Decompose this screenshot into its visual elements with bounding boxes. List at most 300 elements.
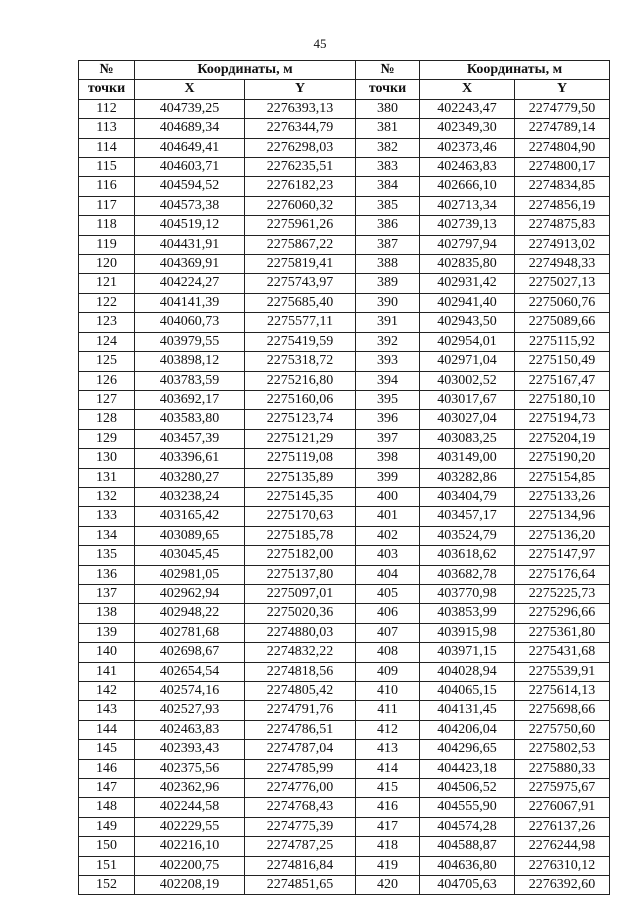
x-coordinate-left: 402244,58 — [135, 798, 245, 817]
x-coordinate-right: 403770,98 — [420, 584, 515, 603]
x-coordinate-left: 404573,38 — [135, 196, 245, 215]
table-row — [79, 507, 610, 526]
point-number-left: 113 — [79, 119, 135, 138]
y-coordinate-right: 2275180,10 — [515, 390, 610, 409]
y-coordinate-right: 2275060,76 — [515, 293, 610, 312]
y-coordinate-right: 2274804,90 — [515, 138, 610, 157]
point-number-right: 389 — [356, 274, 420, 293]
x-coordinate-right: 403027,04 — [420, 410, 515, 429]
table-row — [79, 817, 610, 836]
x-coordinate-right: 403457,17 — [420, 507, 515, 526]
x-coordinate-right: 404065,15 — [420, 682, 515, 701]
y-coordinate-right: 2275975,67 — [515, 779, 610, 798]
x-coordinate-right: 402666,10 — [420, 177, 515, 196]
y-coordinate-left: 2274768,43 — [245, 798, 356, 817]
table-row — [79, 623, 610, 642]
point-number-right: 391 — [356, 313, 420, 332]
point-number-left: 121 — [79, 274, 135, 293]
point-number-right: 399 — [356, 468, 420, 487]
x-coordinate-right: 403682,78 — [420, 565, 515, 584]
table-row — [79, 487, 610, 506]
table-row — [79, 837, 610, 856]
point-number-left: 143 — [79, 701, 135, 720]
x-coordinate-right: 403017,67 — [420, 390, 515, 409]
x-coordinate-left: 402527,93 — [135, 701, 245, 720]
y-coordinate-left: 2275160,06 — [245, 390, 356, 409]
point-number-left: 131 — [79, 468, 135, 487]
point-number-left: 124 — [79, 332, 135, 351]
y-coordinate-left: 2275216,80 — [245, 371, 356, 390]
x-coordinate-left: 402781,68 — [135, 623, 245, 642]
x-coordinate-left: 404141,39 — [135, 293, 245, 312]
table-row — [79, 584, 610, 603]
point-number-right: 403 — [356, 546, 420, 565]
x-coordinate-right: 402943,50 — [420, 313, 515, 332]
x-coordinate-right: 403618,62 — [420, 546, 515, 565]
table-row — [79, 643, 610, 662]
x-coordinate-left: 403457,39 — [135, 429, 245, 448]
table-row — [79, 604, 610, 623]
x-coordinate-right: 402971,04 — [420, 352, 515, 371]
y-coordinate-left: 2275743,97 — [245, 274, 356, 293]
x-coordinate-right: 402797,94 — [420, 235, 515, 254]
y-header-right: Y — [515, 80, 610, 99]
x-header-left: X — [135, 80, 245, 99]
table-row — [79, 701, 610, 720]
point-number-left: 140 — [79, 643, 135, 662]
y-coordinate-left: 2276060,32 — [245, 196, 356, 215]
y-coordinate-left: 2274816,84 — [245, 856, 356, 875]
y-coordinate-right: 2275539,91 — [515, 662, 610, 681]
y-coordinate-left: 2274805,42 — [245, 682, 356, 701]
y-coordinate-left: 2276298,03 — [245, 138, 356, 157]
point-number-right: 381 — [356, 119, 420, 138]
y-coordinate-right: 2275431,68 — [515, 643, 610, 662]
point-number-right: 392 — [356, 332, 420, 351]
point-number-right: 390 — [356, 293, 420, 312]
table-row — [79, 196, 610, 215]
point-number-left: 128 — [79, 410, 135, 429]
x-coordinate-left: 402962,94 — [135, 584, 245, 603]
y-coordinate-right: 2275115,92 — [515, 332, 610, 351]
table-row — [79, 138, 610, 157]
y-coordinate-left: 2275020,36 — [245, 604, 356, 623]
point-number-left: 152 — [79, 876, 135, 895]
x-coordinate-left: 402654,54 — [135, 662, 245, 681]
point-number-left: 145 — [79, 740, 135, 759]
x-coordinate-left: 402200,75 — [135, 856, 245, 875]
point-number-left: 114 — [79, 138, 135, 157]
point-number-left: 135 — [79, 546, 135, 565]
point-number-right: 395 — [356, 390, 420, 409]
page-number: 45 — [313, 36, 327, 51]
table-row — [79, 449, 610, 468]
x-coordinate-right: 402713,34 — [420, 196, 515, 215]
y-coordinate-right: 2274875,83 — [515, 216, 610, 235]
y-coordinate-right: 2275147,97 — [515, 546, 610, 565]
y-coordinate-left: 2274818,56 — [245, 662, 356, 681]
x-coordinate-left: 403783,59 — [135, 371, 245, 390]
x-coordinate-right: 404705,63 — [420, 876, 515, 895]
y-coordinate-right: 2274789,14 — [515, 119, 610, 138]
y-coordinate-left: 2275867,22 — [245, 235, 356, 254]
point-number-right: 383 — [356, 158, 420, 177]
x-coordinate-right: 402349,30 — [420, 119, 515, 138]
x-coordinate-right: 402941,40 — [420, 293, 515, 312]
coordinates-header-left: Координаты, м — [135, 61, 356, 80]
point-number-left: 132 — [79, 487, 135, 506]
point-number-left: 134 — [79, 526, 135, 545]
point-number-left: 130 — [79, 449, 135, 468]
x-coordinate-right: 404555,90 — [420, 798, 515, 817]
y-coordinate-left: 2275145,35 — [245, 487, 356, 506]
y-coordinate-right: 2274779,50 — [515, 99, 610, 118]
point-number-left: 120 — [79, 255, 135, 274]
y-coordinate-left: 2275170,63 — [245, 507, 356, 526]
y-coordinate-left: 2276235,51 — [245, 158, 356, 177]
point-number-left: 144 — [79, 720, 135, 739]
x-coordinate-left: 402393,43 — [135, 740, 245, 759]
y-coordinate-right: 2275698,66 — [515, 701, 610, 720]
x-coordinate-left: 404369,91 — [135, 255, 245, 274]
point-number-left: 122 — [79, 293, 135, 312]
x-coordinate-right: 403915,98 — [420, 623, 515, 642]
y-coordinate-right: 2275089,66 — [515, 313, 610, 332]
x-coordinate-left: 402362,96 — [135, 779, 245, 798]
point-number-right: 386 — [356, 216, 420, 235]
y-coordinate-right: 2275614,13 — [515, 682, 610, 701]
y-coordinate-right: 2276137,26 — [515, 817, 610, 836]
x-coordinate-left: 403045,45 — [135, 546, 245, 565]
x-coordinate-left: 404603,71 — [135, 158, 245, 177]
y-coordinate-left: 2274880,03 — [245, 623, 356, 642]
x-coordinate-left: 403238,24 — [135, 487, 245, 506]
x-coordinate-left: 403583,80 — [135, 410, 245, 429]
y-coordinate-left: 2274791,76 — [245, 701, 356, 720]
x-coordinate-left: 404431,91 — [135, 235, 245, 254]
table-row — [79, 876, 610, 895]
y-coordinate-right: 2275204,19 — [515, 429, 610, 448]
x-header-right: X — [420, 80, 515, 99]
point-number-right: 407 — [356, 623, 420, 642]
table-row — [79, 177, 610, 196]
point-number-right: 408 — [356, 643, 420, 662]
y-coordinate-left: 2275182,00 — [245, 546, 356, 565]
table-row — [79, 740, 610, 759]
x-coordinate-left: 402574,16 — [135, 682, 245, 701]
y-coordinate-left: 2274851,65 — [245, 876, 356, 895]
y-coordinate-left: 2274776,00 — [245, 779, 356, 798]
y-coordinate-left: 2275123,74 — [245, 410, 356, 429]
point-number-right: 384 — [356, 177, 420, 196]
y-coordinate-left: 2274787,25 — [245, 837, 356, 856]
point-number-right: 413 — [356, 740, 420, 759]
x-coordinate-right: 402931,42 — [420, 274, 515, 293]
y-coordinate-right: 2275361,80 — [515, 623, 610, 642]
table-row — [79, 429, 610, 448]
point-number-right: 387 — [356, 235, 420, 254]
point-number-right: 409 — [356, 662, 420, 681]
x-coordinate-right: 402954,01 — [420, 332, 515, 351]
point-number-left: 119 — [79, 235, 135, 254]
table-row — [79, 352, 610, 371]
point-number-right: 388 — [356, 255, 420, 274]
point-number-left: 142 — [79, 682, 135, 701]
y-coordinate-left: 2274775,39 — [245, 817, 356, 836]
point-number-right: 394 — [356, 371, 420, 390]
coordinates-header-right: Координаты, м — [420, 61, 610, 80]
y-coordinate-right: 2275027,13 — [515, 274, 610, 293]
x-coordinate-right: 403282,86 — [420, 468, 515, 487]
x-coordinate-left: 402375,56 — [135, 759, 245, 778]
y-coordinate-right: 2274834,85 — [515, 177, 610, 196]
table-body — [79, 99, 610, 895]
x-coordinate-left: 404060,73 — [135, 313, 245, 332]
x-coordinate-left: 403898,12 — [135, 352, 245, 371]
y-coordinate-left: 2274786,51 — [245, 720, 356, 739]
x-coordinate-right: 403853,99 — [420, 604, 515, 623]
x-coordinate-left: 402229,55 — [135, 817, 245, 836]
x-coordinate-right: 404574,28 — [420, 817, 515, 836]
point-label-header-left: точки — [79, 80, 135, 99]
table-row — [79, 410, 610, 429]
y-coordinate-right: 2275802,53 — [515, 740, 610, 759]
x-coordinate-left: 404739,25 — [135, 99, 245, 118]
x-coordinate-right: 403149,00 — [420, 449, 515, 468]
x-coordinate-left: 402463,83 — [135, 720, 245, 739]
point-number-right: 416 — [356, 798, 420, 817]
point-number-left: 146 — [79, 759, 135, 778]
table-row — [79, 274, 610, 293]
table-row — [79, 856, 610, 875]
table-row — [79, 293, 610, 312]
point-number-header-right: № — [356, 61, 420, 80]
table-row — [79, 119, 610, 138]
point-number-right: 418 — [356, 837, 420, 856]
x-coordinate-right: 403002,52 — [420, 371, 515, 390]
point-number-right: 404 — [356, 565, 420, 584]
point-label-header-right: точки — [356, 80, 420, 99]
y-coordinate-right: 2275150,49 — [515, 352, 610, 371]
point-number-right: 411 — [356, 701, 420, 720]
x-coordinate-right: 404131,45 — [420, 701, 515, 720]
point-number-right: 412 — [356, 720, 420, 739]
x-coordinate-left: 404689,34 — [135, 119, 245, 138]
y-coordinate-right: 2275225,73 — [515, 584, 610, 603]
x-coordinate-right: 403971,15 — [420, 643, 515, 662]
x-coordinate-left: 403089,65 — [135, 526, 245, 545]
x-coordinate-left: 403692,17 — [135, 390, 245, 409]
table-row — [79, 779, 610, 798]
y-coordinate-left: 2275135,89 — [245, 468, 356, 487]
x-coordinate-left: 403396,61 — [135, 449, 245, 468]
point-number-left: 112 — [79, 99, 135, 118]
point-number-right: 380 — [356, 99, 420, 118]
point-number-left: 138 — [79, 604, 135, 623]
table-row — [79, 216, 610, 235]
point-number-right: 406 — [356, 604, 420, 623]
y-coordinate-left: 2276182,23 — [245, 177, 356, 196]
table-row — [79, 235, 610, 254]
x-coordinate-right: 402373,46 — [420, 138, 515, 157]
x-coordinate-left: 402216,10 — [135, 837, 245, 856]
y-coordinate-left: 2275419,59 — [245, 332, 356, 351]
y-coordinate-right: 2275190,20 — [515, 449, 610, 468]
y-header-left: Y — [245, 80, 356, 99]
table-row — [79, 682, 610, 701]
y-coordinate-right: 2275194,73 — [515, 410, 610, 429]
table-header — [79, 61, 610, 100]
x-coordinate-left: 402698,67 — [135, 643, 245, 662]
point-number-right: 420 — [356, 876, 420, 895]
y-coordinate-right: 2274856,19 — [515, 196, 610, 215]
table-row — [79, 390, 610, 409]
y-coordinate-left: 2274785,99 — [245, 759, 356, 778]
y-coordinate-left: 2275961,26 — [245, 216, 356, 235]
point-number-left: 148 — [79, 798, 135, 817]
x-coordinate-right: 404028,94 — [420, 662, 515, 681]
x-coordinate-left: 403280,27 — [135, 468, 245, 487]
y-coordinate-right: 2275296,66 — [515, 604, 610, 623]
point-number-left: 133 — [79, 507, 135, 526]
x-coordinate-left: 402981,05 — [135, 565, 245, 584]
point-number-left: 115 — [79, 158, 135, 177]
point-number-right: 414 — [356, 759, 420, 778]
point-number-right: 385 — [356, 196, 420, 215]
point-number-right: 405 — [356, 584, 420, 603]
x-coordinate-right: 404296,65 — [420, 740, 515, 759]
table-row — [79, 546, 610, 565]
y-coordinate-right: 2275134,96 — [515, 507, 610, 526]
y-coordinate-right: 2275154,85 — [515, 468, 610, 487]
table-row — [79, 759, 610, 778]
table-row — [79, 255, 610, 274]
table-row — [79, 371, 610, 390]
y-coordinate-left: 2276393,13 — [245, 99, 356, 118]
y-coordinate-right: 2275176,64 — [515, 565, 610, 584]
point-number-left: 118 — [79, 216, 135, 235]
y-coordinate-left: 2275137,80 — [245, 565, 356, 584]
point-number-left: 126 — [79, 371, 135, 390]
y-coordinate-left: 2274832,22 — [245, 643, 356, 662]
x-coordinate-left: 404519,12 — [135, 216, 245, 235]
y-coordinate-left: 2275119,08 — [245, 449, 356, 468]
table-row — [79, 99, 610, 118]
y-coordinate-left: 2275121,29 — [245, 429, 356, 448]
point-number-left: 127 — [79, 390, 135, 409]
x-coordinate-right: 404206,04 — [420, 720, 515, 739]
coordinates-table — [78, 60, 610, 895]
point-number-left: 136 — [79, 565, 135, 584]
x-coordinate-right: 402739,13 — [420, 216, 515, 235]
point-number-right: 402 — [356, 526, 420, 545]
point-number-header-left: № — [79, 61, 135, 80]
table-row — [79, 526, 610, 545]
y-coordinate-left: 2275097,01 — [245, 584, 356, 603]
point-number-right: 393 — [356, 352, 420, 371]
x-coordinate-left: 403979,55 — [135, 332, 245, 351]
x-coordinate-right: 402243,47 — [420, 99, 515, 118]
y-coordinate-left: 2275685,40 — [245, 293, 356, 312]
y-coordinate-right: 2276310,12 — [515, 856, 610, 875]
point-number-right: 401 — [356, 507, 420, 526]
table-row — [79, 332, 610, 351]
y-coordinate-right: 2275133,26 — [515, 487, 610, 506]
x-coordinate-right: 403083,25 — [420, 429, 515, 448]
y-coordinate-left: 2274787,04 — [245, 740, 356, 759]
table-row — [79, 720, 610, 739]
x-coordinate-right: 402835,80 — [420, 255, 515, 274]
point-number-left: 141 — [79, 662, 135, 681]
y-coordinate-right: 2274800,17 — [515, 158, 610, 177]
x-coordinate-left: 404649,41 — [135, 138, 245, 157]
x-coordinate-right: 403404,79 — [420, 487, 515, 506]
point-number-right: 396 — [356, 410, 420, 429]
point-number-left: 139 — [79, 623, 135, 642]
point-number-right: 398 — [356, 449, 420, 468]
x-coordinate-right: 404636,80 — [420, 856, 515, 875]
table-row — [79, 662, 610, 681]
table-row — [79, 468, 610, 487]
point-number-left: 129 — [79, 429, 135, 448]
x-coordinate-left: 404594,52 — [135, 177, 245, 196]
point-number-right: 415 — [356, 779, 420, 798]
point-number-right: 397 — [356, 429, 420, 448]
point-number-right: 400 — [356, 487, 420, 506]
y-coordinate-right: 2275136,20 — [515, 526, 610, 545]
x-coordinate-right: 404423,18 — [420, 759, 515, 778]
y-coordinate-right: 2276392,60 — [515, 876, 610, 895]
y-coordinate-left: 2275318,72 — [245, 352, 356, 371]
x-coordinate-left: 404224,27 — [135, 274, 245, 293]
point-number-left: 117 — [79, 196, 135, 215]
point-number-right: 419 — [356, 856, 420, 875]
point-number-left: 149 — [79, 817, 135, 836]
x-coordinate-right: 404588,87 — [420, 837, 515, 856]
point-number-left: 123 — [79, 313, 135, 332]
y-coordinate-left: 2276344,79 — [245, 119, 356, 138]
y-coordinate-left: 2275185,78 — [245, 526, 356, 545]
y-coordinate-right: 2275880,33 — [515, 759, 610, 778]
y-coordinate-right: 2275167,47 — [515, 371, 610, 390]
x-coordinate-right: 402463,83 — [420, 158, 515, 177]
point-number-left: 116 — [79, 177, 135, 196]
point-number-right: 410 — [356, 682, 420, 701]
table-row — [79, 798, 610, 817]
x-coordinate-right: 403524,79 — [420, 526, 515, 545]
y-coordinate-right: 2276244,98 — [515, 837, 610, 856]
y-coordinate-right: 2274913,02 — [515, 235, 610, 254]
x-coordinate-left: 402208,19 — [135, 876, 245, 895]
table-row — [79, 158, 610, 177]
table-row — [79, 565, 610, 584]
x-coordinate-right: 404506,52 — [420, 779, 515, 798]
point-number-left: 147 — [79, 779, 135, 798]
y-coordinate-left: 2275819,41 — [245, 255, 356, 274]
point-number-left: 137 — [79, 584, 135, 603]
point-number-left: 125 — [79, 352, 135, 371]
x-coordinate-left: 403165,42 — [135, 507, 245, 526]
point-number-right: 417 — [356, 817, 420, 836]
point-number-left: 150 — [79, 837, 135, 856]
y-coordinate-right: 2275750,60 — [515, 720, 610, 739]
table-row — [79, 313, 610, 332]
y-coordinate-right: 2274948,33 — [515, 255, 610, 274]
point-number-left: 151 — [79, 856, 135, 875]
y-coordinate-right: 2276067,91 — [515, 798, 610, 817]
x-coordinate-left: 402948,22 — [135, 604, 245, 623]
y-coordinate-left: 2275577,11 — [245, 313, 356, 332]
